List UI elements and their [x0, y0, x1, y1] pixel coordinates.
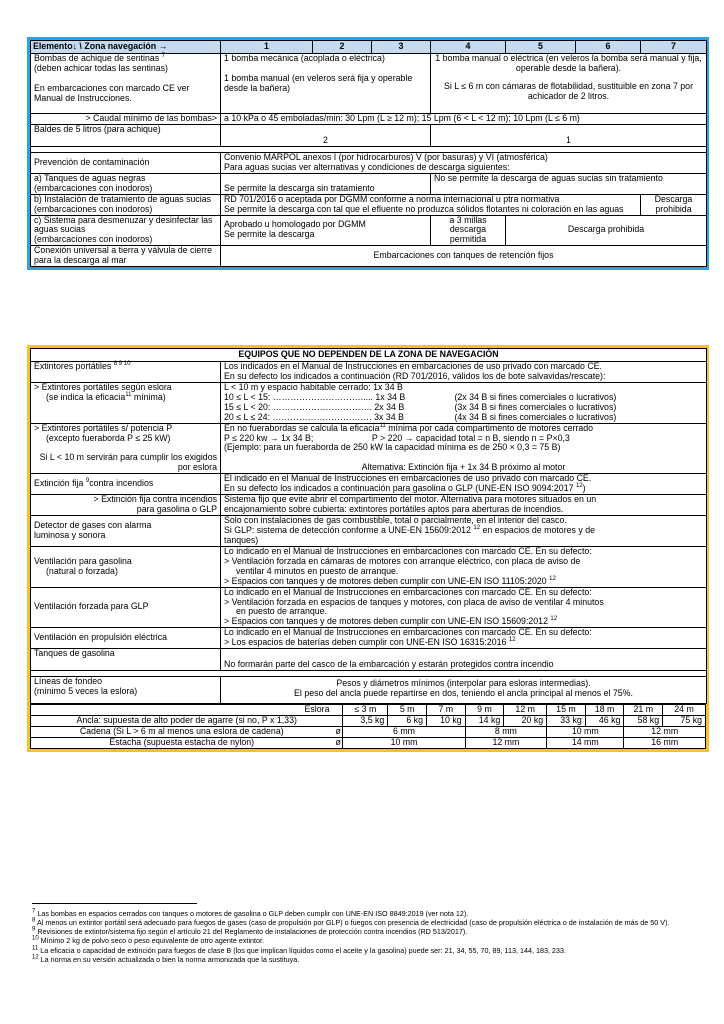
sistema-zona-567: Descarga prohibida: [506, 215, 707, 246]
footnote: $^{12}$ La norma en su versión actualizada o bien la norma armonizada que la sustituya.: [32, 954, 300, 964]
eslora-cell: ≤ 3 m: [343, 705, 388, 716]
potencia-value: En no fuerabordas se calcula la eficacia$^{11}$ mínima por cada compartimento de motores cerrado P ≤ 220 kw → 1x 34 B; P > 220 → capacidad total = n B, siendo n = P×0,3 (Ejemplo: para un fueraborda de 250 kW la capacidad mínima es de 250 × 0,3 = 75 B) Alternativa: Extinción fija + 1x 34 B próximo al motor: [221, 423, 707, 474]
extintores-value: Los indicados en el Manual de Instrucciones en embarcaciones de uso privado con marcado CE. En su defecto los indicados a continuación (RD 701/2016, válidos los de bote salvavidas/rescate):: [221, 361, 707, 382]
bombas-zona-4567: 1 bomba manual o eléctrica (en veleros la bomba será manual y fija, operable desde la bañera). Si L ≤ 6 m con cámaras de flotabilidad, sustituible en zona 7 por achicador de 2 litros.: [431, 53, 707, 113]
eslora-row: 15 ≤ L < 20: ……………………………. 2x 34 B (3x 34 B si fines comerciales o lucrativos): [224, 401, 617, 412]
footnote: $^7$ Las bombas en espacios cerrados con tanques o motores de gasolina o GLP deben cumplir con UNE-EN ISO 8849:2019 (ver nota 12).: [32, 908, 469, 918]
eslora-cell: 5 m: [388, 705, 427, 716]
eslora-cell: 21 m: [624, 705, 663, 716]
cadena-cell: 12 mm: [624, 726, 706, 737]
vent-gasolina-value: Lo indicado en el Manual de Instrucciones en embarcaciones con marcado CE. En su defecto: > Ventilación forzada en cámaras de motores con arranque eléctrico, con placa de aviso de ventilar 4 minutos en puesto de arranque. > Espacios con tanques y de motores deben cumplir con UNE-EN ISO 11105:2020 $^{12}$: [221, 546, 707, 587]
ancla-cell: 33 kg: [547, 716, 586, 727]
row-extintores: [31, 361, 707, 382]
ancla-cell: 6 kg: [388, 716, 427, 727]
extincion-gas-label: > Extinción fija contra incendios para gasolina o GLP: [31, 495, 221, 516]
header-elemento: Elemento↓ \ Zona navegación →: [31, 41, 221, 54]
conexion-label: Conexión universal a tierra y válvula de cierre para la descarga al mar: [31, 246, 221, 267]
eslora-cell: 15 m: [547, 705, 586, 716]
eslora-cell: 24 m: [663, 705, 706, 716]
estacha-cell: 12 mm: [465, 737, 546, 748]
caudal-label: > Caudal mínimo de las bombas>: [31, 113, 221, 124]
fondeo-estacha-label: Estacha (supuesta estacha de nylon): [31, 737, 333, 748]
row-eslora-extintores: [31, 382, 707, 423]
eslora-cell: 7 m: [426, 705, 465, 716]
footnote: $^{11}$ La eficacia o capacidad de extinción para fuegos de clase B (los que implican líquidos como el aceite y la gasolina) puede ser: 21, 34, 55, 70, 89, 113, 144, 183, 233.: [32, 945, 566, 955]
footnote: $^8$ Al menos un extintor portátil será adecuado para fuegos de gases (caso de propulsión por GLP) o fuegos con presencia de electricidad (caso de propulsión eléctrica o de instalación de más de 50 V).: [32, 917, 670, 928]
prevencion-label: Prevención de contaminación: [31, 152, 221, 173]
row-vent-gasolina: [31, 546, 707, 587]
ancla-cell: 10 kg: [426, 716, 465, 727]
baldes-zona-123: 2: [221, 124, 431, 146]
ancla-cell: 75 kg: [663, 716, 706, 727]
vent-glp-value: Lo indicado en el Manual de Instrucciones en embarcaciones con marcado CE. En su defecto: > Ventilación forzada en espacios de tanques y motores, con placa de aviso de ventilar 4 minutos en puesto de arranque. > Espacios con tanques y de motores deben cumplir con UNE-EN ISO 15609:2012 $^{12}$: [221, 587, 707, 628]
row-detector: [31, 516, 707, 547]
ancla-cell: 58 kg: [624, 716, 663, 727]
eslora-row: 10 ≤ L < 15: …………………………..... 1x 34 B (2x 34 B si fines comerciales o lucrativos): [224, 391, 617, 402]
header-zona-7: 7: [641, 41, 707, 54]
header-zona-5: 5: [506, 41, 576, 54]
cadena-cell: 8 mm: [465, 726, 546, 737]
row-vent-electrica: [31, 628, 707, 649]
row-tanques-negras: [31, 173, 707, 194]
detector-label: Detector de gases con alarma luminosa y sonora: [31, 516, 221, 547]
diameter-icon: ø: [332, 726, 342, 737]
ancla-cell: 46 kg: [585, 716, 624, 727]
row-baldes: [31, 124, 707, 146]
row-conexion: [31, 246, 707, 267]
caudal-value: a 10 kPa o 45 emboladas/min: 30 Lpm (L ≥ 12 m); 15 Lpm (6 < L < 12 m); 10 Lpm (L ≤ 6 m): [221, 113, 707, 124]
cadena-cell: 10 mm: [547, 726, 624, 737]
eslora-row: 20 ≤ L ≤ 24: ……………………………. 3x 34 B (4x 34 B si fines comerciales o lucrativos): [224, 411, 617, 422]
fondeo-cadena-row: [31, 726, 706, 737]
detector-value: Solo con instalaciones de gas combustible, total o parcialmente, en el interior del casco. Si GLP: sistema de detección conforme a UNE-EN 15609:2012 $^{12}$ en espacios de motores y de tanques): [221, 516, 707, 547]
baldes-zona-4567: 1: [431, 124, 707, 146]
tanques-label: a) Tanques de aguas negras (embarcaciones con inodoros): [31, 173, 221, 194]
bombas-zona-123: 1 bomba mecánica (acoplada o eléctrica) 1 bomba manual (en veleros será fija y operable desde la bañera): [221, 53, 431, 113]
instalacion-zona-7: Descarga prohibida: [641, 194, 707, 215]
footnote-divider: [32, 903, 197, 904]
estacha-cell: 10 mm: [343, 737, 465, 748]
row-caudal: [31, 113, 707, 124]
estacha-cell: 16 mm: [624, 737, 706, 748]
zona-navegacion-table: [27, 37, 709, 270]
row-extincion-gas: [31, 495, 707, 516]
row-instalacion: [31, 194, 707, 215]
vent-electrica-label: Ventilación en propulsión eléctrica: [31, 628, 221, 649]
fondeo-label: Líneas de fondeo (mínimo 5 veces la eslora): [31, 677, 221, 704]
row-prevencion: [31, 152, 707, 173]
row-extincion-fija: [31, 474, 707, 495]
vent-electrica-value: Lo indicado en el Manual de Instrucciones en embarcaciones con marcado CE. En su defecto: > Los espacios de baterías deben cumplir con UNE-EN ISO 16315:2016 $^{12}$: [221, 628, 707, 649]
eslora-cell: 9 m: [465, 705, 504, 716]
row-potencia: [31, 423, 707, 474]
table-header-row: [31, 41, 707, 54]
footnotes: [32, 903, 712, 964]
ancla-cell: 3,5 kg: [343, 716, 388, 727]
eslora-cell: 12 m: [504, 705, 547, 716]
row-fondeo: [31, 677, 707, 704]
baldes-label: Baldes de 5 litros (para achique): [31, 124, 221, 146]
eslora-extintores-value: [221, 382, 707, 423]
sistema-zona-123: Aprobado u homologado por DGMM Se permite la descarga: [221, 215, 431, 246]
fondeo-estacha-row: [31, 737, 706, 748]
footnote: $^{10}$ Mínimo 2 kg de polvo seco o peso equivalente de otro agente extintor.: [32, 936, 265, 946]
header-zona-6: 6: [576, 41, 641, 54]
potencia-label: > Extintores portátiles s/ potencia P (excepto fueraborda P ≤ 25 kW) Si L < 10 m servirán para cumplir los exigidos por eslora: [31, 423, 221, 474]
row-vent-glp: [31, 587, 707, 628]
eslora-cell: 18 m: [585, 705, 624, 716]
tanques-gasolina-label: Tanques de gasolina: [31, 649, 221, 671]
conexion-value: Embarcaciones con tanques de retención fijos: [221, 246, 707, 267]
extincion-fija-value: El indicado en el Manual de Instrucciones en embarcaciones de uso privado con marcado CE. En su defecto los indicados a continuación para gasolina o GLP (UNE-EN ISO 9094:2017 $^{12}$): [221, 474, 707, 495]
vent-gasolina-label: Ventilación para gasolina (natural o forzada): [31, 546, 221, 587]
extincion-fija-label: Extinción fija $^9$contra incendios: [31, 474, 221, 495]
ancla-cell: 20 kg: [504, 716, 547, 727]
eslora-extintores-label: > Extintores portátiles según eslora (se indica la eficacia$^{11}$ mínima): [31, 382, 221, 423]
instalacion-label: b) Instalación de tratamiento de aguas sucias (embarcaciones con inodoros): [31, 194, 221, 215]
equipos-title: EQUIPOS QUE NO DEPENDEN DE LA ZONA DE NAVEGACIÓN: [31, 349, 707, 362]
fondeo-cadena-label: Cadena (Si L > 6 m al menos una eslora de cadena): [31, 726, 333, 737]
footnote: $^9$ Revisiones de extintor/sistema fijo según el artículo 21 del Reglamento de instalaciones de protección contra incendios (RD 513/2017).: [32, 926, 468, 937]
ancla-cell: 14 kg: [465, 716, 504, 727]
row-bombas: [31, 53, 707, 113]
equipos-table: [27, 345, 709, 752]
equipos-title-row: [31, 349, 707, 362]
vent-glp-label: Ventilación forzada para GLP: [31, 587, 221, 628]
fondeo-table: [30, 704, 706, 749]
fondeo-ancla-label: Ancla: supuesta de alto poder de agarre (si no, P x 1,33): [31, 716, 343, 727]
sistema-zona-4: a 3 millas descarga permitida: [431, 215, 506, 246]
fondeo-eslora-label: Eslora: [31, 705, 333, 716]
bombas-label: Bombas de achique de sentinas $^7$ (deben achicar todas las sentinas) En embarcaciones con marcado CE ver Manual de Instrucciones.: [31, 53, 221, 113]
extintores-label: Extintores portátiles $^{8 9 10}$: [31, 361, 221, 382]
sistema-label: c) Sistema para desmenuzar y desinfectar las aguas sucias (embarcaciones con inodoros): [31, 215, 221, 246]
header-zona-3: 3: [372, 41, 431, 54]
extincion-gas-value: Sistema fijo que evite abrir el compartimento del motor. Alternativa para motores situados en un encajonamiento sobre cubierta: extintores portátiles aptos para aberturas de incendios.: [221, 495, 707, 516]
header-zona-2: 2: [313, 41, 372, 54]
diameter-icon: ø: [332, 737, 342, 748]
row-tanques-gasolina: [31, 649, 707, 671]
tanques-zona-4567: No se permite la descarga de aguas sucias sin tratamiento: [431, 173, 707, 194]
eslora-row: L < 10 m y espacio habitable cerrado: 1x 34 B: [224, 381, 403, 392]
tanques-zona-123: Se permite la descarga sin tratamiento: [221, 173, 431, 194]
header-zona-4: 4: [431, 41, 506, 54]
estacha-cell: 14 mm: [547, 737, 624, 748]
prevencion-value: Convenio MARPOL anexos I (por hidrocarburos) V (por basuras) y VI (atmosférica) Para aguas sucias ver alternativas y condiciones de descarga siguientes:: [221, 152, 707, 173]
fondeo-ancla-row: [31, 716, 706, 727]
tanques-gasolina-value: No formarán parte del casco de la embarcación y estarán protegidos contra incendio: [221, 649, 707, 671]
fondeo-eslora-row: [31, 705, 706, 716]
instalacion-value: RD 701/2016 o aceptada por DGMM conforme a norma internacional u ptra normativa Se permite la descarga con tal que el efluente no produzca sólidos flotantes ni coloración en las aguas: [221, 194, 641, 215]
row-sistema: [31, 215, 707, 246]
fondeo-value: Pesos y diámetros mínimos (interpolar para esloras intermedias). El peso del ancla puede repartirse en dos, teniendo el ancla principal al menos el 75%.: [221, 677, 707, 704]
cadena-cell: 6 mm: [343, 726, 465, 737]
header-zona-1: 1: [221, 41, 313, 54]
